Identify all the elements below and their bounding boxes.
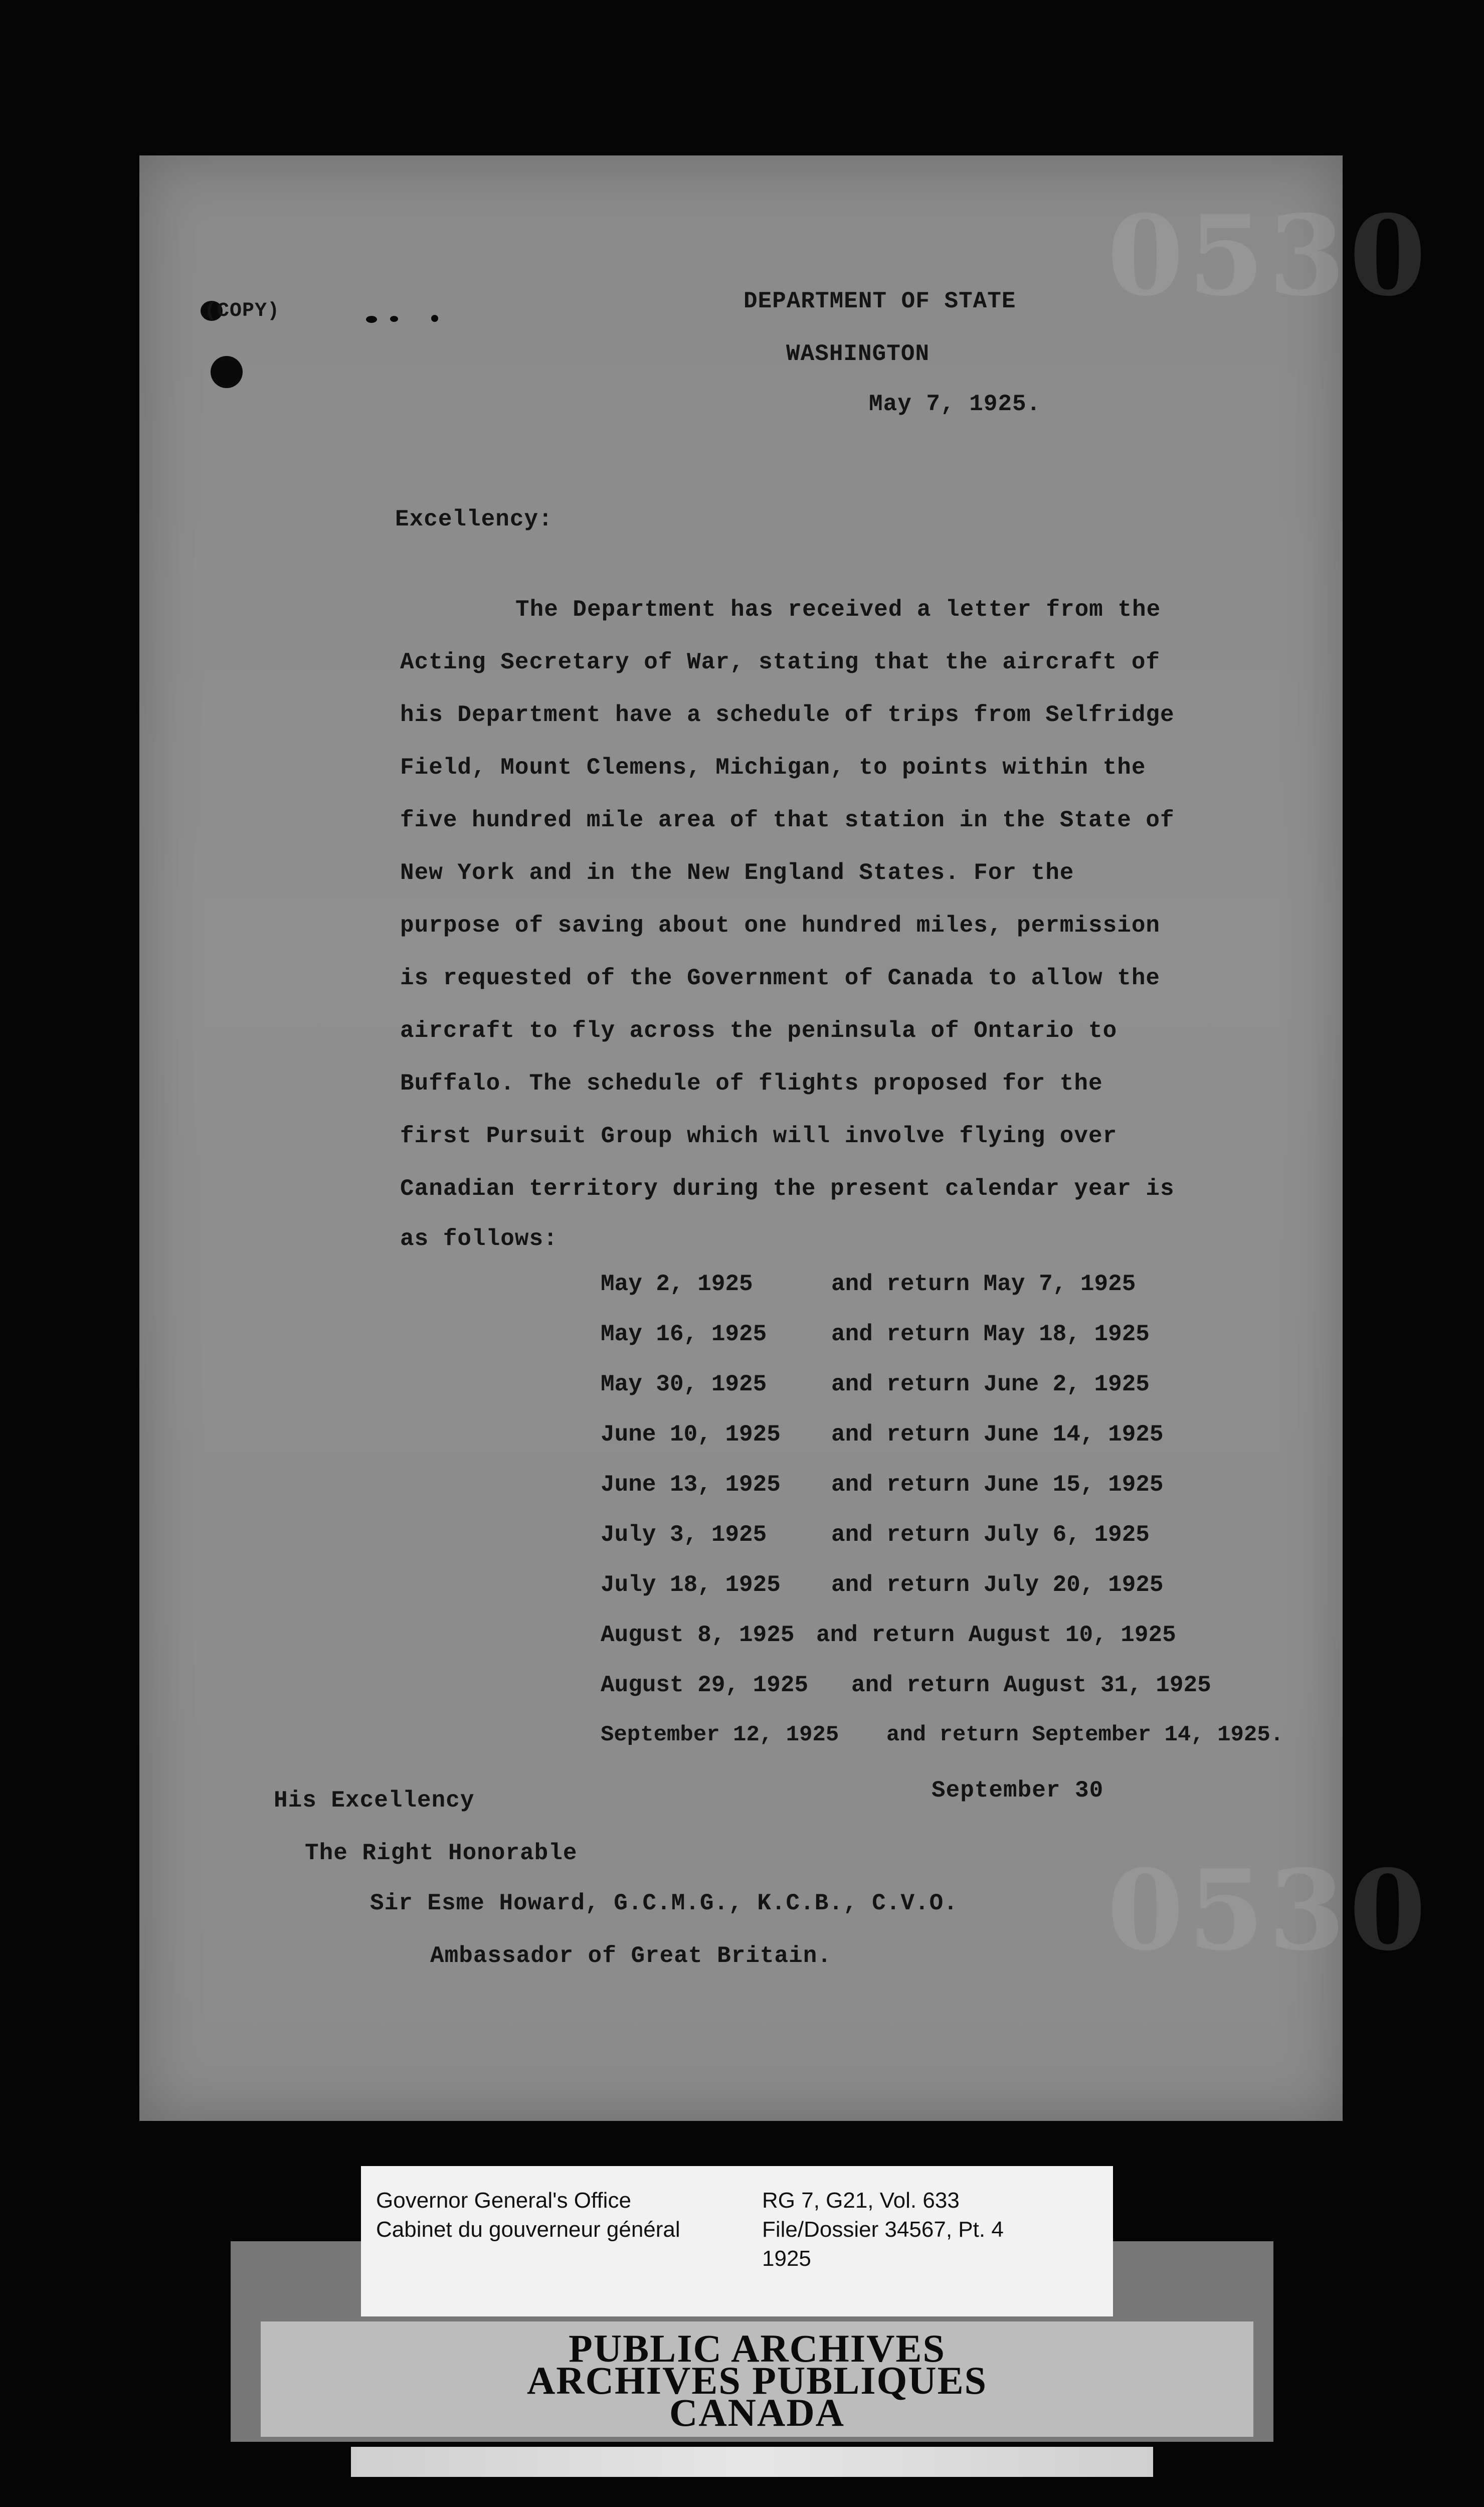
- schedule-row: [601, 1321, 1150, 1347]
- schedule-depart: August 29, 1925: [601, 1672, 809, 1698]
- body-line: Buffalo. The schedule of flights proposed for the: [400, 1070, 1103, 1097]
- schedule-row: [601, 1672, 1211, 1698]
- file-reference: [762, 2186, 1004, 2273]
- schedule-return: and return June 2, 1925: [831, 1371, 1150, 1397]
- schedule-return: and return May 18, 1925: [831, 1321, 1150, 1347]
- schedule-row: [601, 1421, 1164, 1448]
- schedule-row: [601, 1522, 1150, 1548]
- schedule-depart: July 3, 1925: [601, 1522, 767, 1548]
- faint-stamp: 0530: [1107, 191, 1430, 320]
- addressee-line: His Excellency: [274, 1787, 475, 1814]
- archive-stamp-line: PUBLIC ARCHIVES: [569, 2326, 946, 2370]
- ink-blot: [211, 356, 243, 388]
- schedule-return: and return July 6, 1925: [831, 1522, 1150, 1548]
- archive-stamp-area: [261, 2321, 1253, 2437]
- body-line: The Department has received a letter from the: [515, 597, 1161, 623]
- ink-dot: [366, 316, 377, 323]
- body-line: is requested of the Government of Canada to allow the: [400, 965, 1161, 991]
- schedule-return: and return August 31, 1925: [851, 1672, 1211, 1698]
- schedule-row: [601, 1371, 1150, 1397]
- schedule-depart: July 18, 1925: [601, 1572, 781, 1598]
- salutation: Excellency:: [395, 506, 553, 532]
- office-name-en: Governor General's Office: [376, 2188, 631, 2213]
- city-heading: WASHINGTON: [786, 341, 930, 367]
- body-line: Canadian territory during the present calendar year is: [400, 1176, 1175, 1202]
- body-line: aircraft to fly across the peninsula of Ontario to: [400, 1018, 1118, 1044]
- archive-stamp-line: CANADA: [669, 2391, 845, 2434]
- letter-date: May 7, 1925.: [869, 391, 1041, 417]
- body-line: Field, Mount Clemens, Michigan, to points within the: [400, 755, 1146, 781]
- document-page: [139, 155, 1430, 2121]
- schedule-row: [601, 1472, 1164, 1498]
- ink-dot: [390, 316, 398, 322]
- body-line: purpose of saving about one hundred miles, permission: [400, 913, 1161, 939]
- body-line: New York and in the New England States. For the: [400, 860, 1074, 886]
- schedule-row: [601, 1622, 1176, 1648]
- archive-stamp-line: ARCHIVES PUBLIQUES: [526, 2359, 988, 2402]
- copy-mark: (COPY): [205, 300, 280, 322]
- addressee-line: Sir Esme Howard, G.C.M.G., K.C.B., C.V.O.: [370, 1890, 958, 1916]
- schedule-depart: June 13, 1925: [601, 1472, 781, 1498]
- schedule-return: and return August 10, 1925: [816, 1622, 1176, 1648]
- schedule-row: [601, 1572, 1164, 1598]
- body-line: five hundred mile area of that station in the State of: [400, 807, 1175, 833]
- schedule-depart: May 30, 1925: [601, 1371, 767, 1397]
- office-names: [376, 2186, 680, 2244]
- schedule-depart: May 16, 1925: [601, 1321, 767, 1347]
- body-line: his Department have a schedule of trips from Selfridge: [400, 702, 1175, 728]
- body-line: first Pursuit Group which will involve flying over: [400, 1123, 1118, 1149]
- schedule-row: [601, 1722, 1283, 1747]
- record-group: RG 7, G21, Vol. 633: [762, 2188, 960, 2213]
- schedule-depart: June 10, 1925: [601, 1421, 781, 1448]
- office-name-fr: Cabinet du gouverneur général: [376, 2217, 680, 2242]
- archive-stamp: [261, 2326, 1253, 2434]
- bottom-strip: [351, 2447, 1153, 2477]
- schedule-depart: August 8, 1925: [601, 1622, 795, 1648]
- schedule-return: and return May 7, 1925: [831, 1271, 1136, 1297]
- archival-reference-card: [361, 2166, 1113, 2316]
- department-heading: DEPARTMENT OF STATE: [744, 288, 1016, 314]
- addressee-line: Ambassador of Great Britain.: [430, 1943, 832, 1969]
- schedule-return: and return July 20, 1925: [831, 1572, 1164, 1598]
- faint-stamp: 0530: [1107, 1845, 1430, 1975]
- ink-dot: [431, 315, 438, 322]
- file-dossier: File/Dossier 34567, Pt. 4: [762, 2217, 1004, 2242]
- schedule-depart: May 2, 1925: [601, 1271, 753, 1297]
- body-line: Acting Secretary of War, stating that the aircraft of: [400, 649, 1161, 675]
- file-year: 1925: [762, 2246, 811, 2271]
- addressee-line: The Right Honorable: [305, 1840, 578, 1866]
- schedule-depart: September 12, 1925: [601, 1722, 839, 1747]
- schedule-return: and return September 14, 1925.: [886, 1722, 1284, 1747]
- closing-note: September 30: [932, 1777, 1104, 1804]
- body-line: as follows:: [400, 1226, 558, 1252]
- schedule-return: and return June 15, 1925: [831, 1472, 1164, 1498]
- schedule-return: and return June 14, 1925: [831, 1421, 1164, 1448]
- schedule-row: [601, 1271, 1136, 1297]
